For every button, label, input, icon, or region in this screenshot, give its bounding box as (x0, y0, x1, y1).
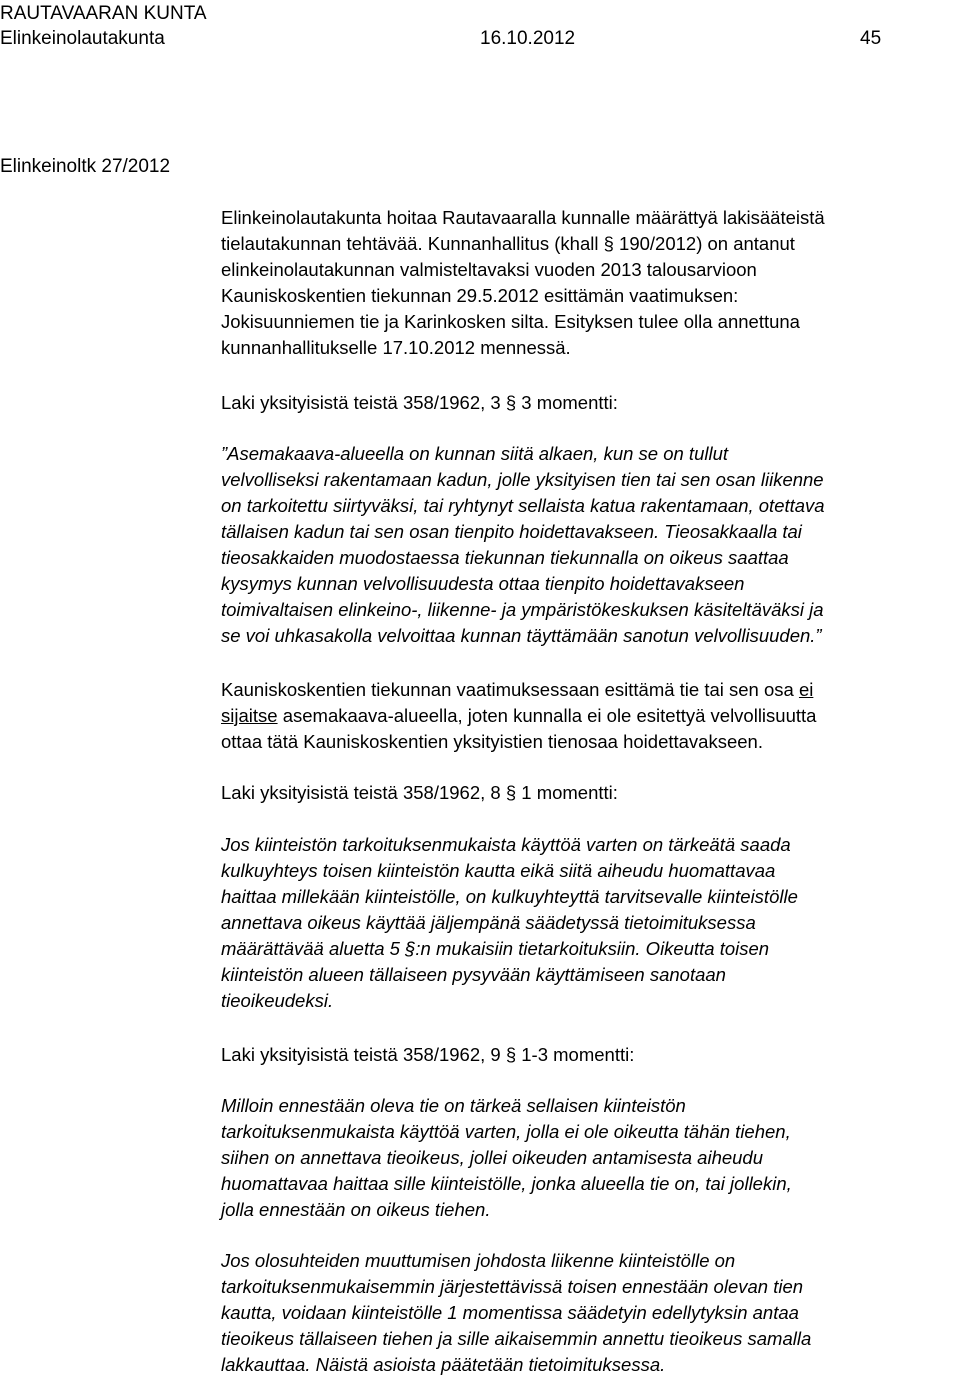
text-line: ”Asemakaava-alueella on kunnan siitä alkaen, kun se on tullut (221, 443, 729, 464)
text-line (221, 677, 957, 703)
text-line: velvolliseksi rakentamaan kadun, jolle yksityisen tien tai sen osan liikenne (221, 469, 824, 490)
text-line: Elinkeinolautakunta hoitaa Rautavaaralla kunnalle määrättyä lakisääteistä (221, 207, 825, 228)
text-line: kysymys kunnan velvollisuudesta ottaa tienpito hoidettavakseen (221, 573, 745, 594)
text-line: Jokisuunniemen tie ja Karinkosken silta. Esityksen tulee olla annettuna (221, 311, 800, 332)
meeting-date: 16.10.2012 (480, 28, 576, 49)
text-span: Kauniskoskentien tiekunnan vaatimuksessaan esittämä tie tai sen osa (221, 679, 799, 700)
intro-paragraph (221, 205, 957, 361)
text-line: annettava oikeus käyttää jäljempänä säädetyssä tietoimituksessa (221, 912, 756, 933)
text-line: tällaisen kadun tai sen osan tienpito hoidettavakseen. Tieosakkaalla tai (221, 521, 802, 542)
text-line: tieosakkaiden muodostaessa tiekunnan tiekunnalla on oikeus saattaa (221, 547, 789, 568)
text-line: määrättävää aluetta 5 §:n mukaisiin tietarkoituksiin. Oikeutta toisen (221, 938, 770, 959)
text-line: kunnanhallitukselle 17.10.2012 mennessä. (221, 337, 571, 358)
text-line: elinkeinolautakunnan valmisteltavaksi vuoden 2013 talousarvioon (221, 259, 757, 280)
law-quote-3 (221, 1093, 957, 1223)
text-line: haittaa millekään kiinteistölle, on kulkuyhteyttä tarvitsevalle kiinteistölle (221, 886, 798, 907)
page-header (0, 27, 900, 51)
text-line: kulkuyhteys toisen kiinteistön kautta eikä siitä aiheudu huomattavaa (221, 860, 776, 881)
text-line: Milloin ennestään oleva tie on tärkeä sellaisen kiinteistön (221, 1095, 686, 1116)
text-line: se voi uhkasakolla velvoittaa kunnan täyttämään sanotun velvollisuuden.” (221, 625, 822, 646)
text-line: Jos kiinteistön tarkoituksenmukaista käyttöä varten on tärkeätä saada (221, 834, 791, 855)
underlined-word: sijaitse (221, 705, 278, 726)
text-line: Kauniskoskentien tiekunnan 29.5.2012 esittämän vaatimuksen: (221, 285, 739, 306)
text-line: huomattavaa haittaa sille kiinteistölle, jonka alueella tie on, tai jollekin, (221, 1173, 792, 1194)
law-quote-2 (221, 832, 957, 1014)
page-number: 45 (860, 28, 882, 49)
text-line: Jos olosuhteiden muuttumisen johdosta liikenne kiinteistölle on (221, 1250, 736, 1271)
text-span: asemakaava-alueella, joten kunnalla ei ole esitettyä velvollisuutta (277, 705, 817, 726)
law-heading-2: Laki yksityisistä teistä 358/1962, 8 § 1 momentti: (221, 782, 618, 803)
underlined-word: ei (798, 679, 814, 700)
text-line: tielautakunnan tehtävää. Kunnanhallitus (khall § 190/2012) on antanut (221, 233, 795, 254)
text-line: kautta, voidaan kiinteistölle 1 momentissa säädetyin edellytyksin antaa (221, 1302, 799, 1323)
law-quote-4 (221, 1248, 957, 1378)
text-line: tarkoituksenmukaisemmin järjestettävissä toisen ennestään olevan tien (221, 1276, 804, 1297)
text-line (221, 703, 957, 729)
organization-name: RAUTAVAARAN KUNTA (0, 3, 207, 24)
text-line: tieoikeudeksi. (221, 990, 334, 1011)
text-line: on tarkoitettu siirtyväksi, tai ryhtynyt sellaista katua rakentamaan, otettava (221, 495, 825, 516)
text-line: kiinteistön alueen tällaiseen pysyvään käyttämiseen sanotaan (221, 964, 726, 985)
section-reference: Elinkeinoltk 27/2012 (0, 156, 171, 177)
committee-name: Elinkeinolautakunta (0, 28, 165, 49)
text-line: tieoikeus tällaiseen tiehen ja sille aikaisemmin annettu tieoikeus samalla (221, 1328, 812, 1349)
law-heading-3: Laki yksityisistä teistä 358/1962, 9 § 1-3 momentti: (221, 1044, 635, 1065)
law-quote-1 (221, 441, 957, 649)
text-line: siihen on annettava tieoikeus, jollei oikeuden antamisesta aiheudu (221, 1147, 764, 1168)
text-line: ottaa tätä Kauniskoskentien yksityistien tienosaa hoidettavakseen. (221, 731, 763, 752)
text-line: lakkauttaa. Näistä asioista päätetään tietoimituksessa. (221, 1354, 666, 1375)
assessment-paragraph (221, 677, 957, 755)
text-line: toimivaltaisen elinkeino-, liikenne- ja ympäristökeskuksen käsiteltäväksi ja (221, 599, 824, 620)
law-heading-1: Laki yksityisistä teistä 358/1962, 3 § 3 momentti: (221, 392, 618, 413)
text-line: jolla ennestään on oikeus tiehen. (221, 1199, 491, 1220)
text-line: tarkoituksenmukaista käyttöä varten, jolla ei ole oikeutta tähän tiehen, (221, 1121, 791, 1142)
